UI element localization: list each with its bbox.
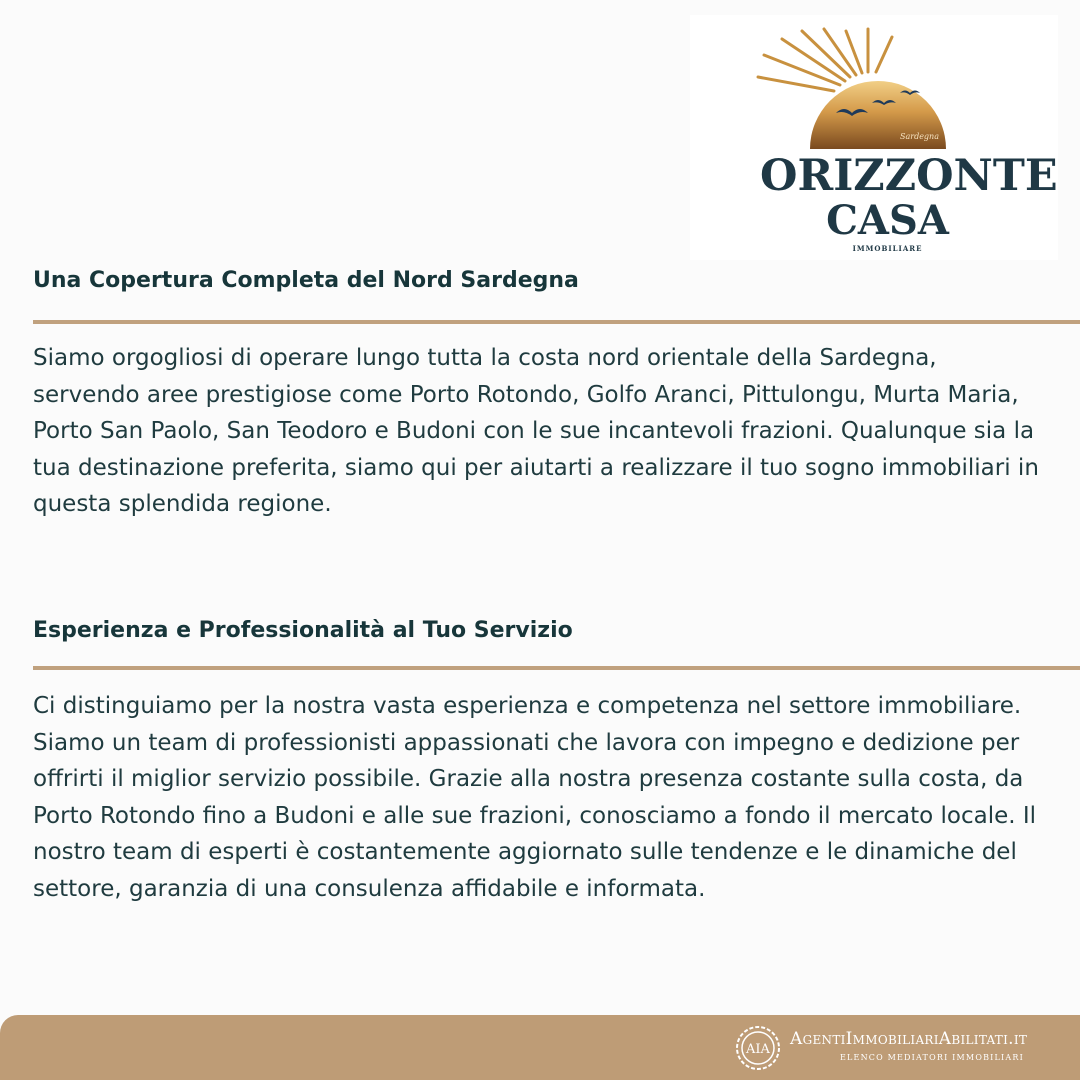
footer-bar: [0, 1015, 1080, 1080]
aia-emblem-icon: [733, 1023, 783, 1073]
logo-name-line2: CASA: [826, 197, 949, 244]
logo-script-text: Sardegna: [900, 132, 939, 141]
company-logo: [690, 15, 1058, 260]
section-heading-experience: Esperienza e Professionalità al Tuo Servizio: [33, 618, 573, 643]
section-heading-coverage: Una Copertura Completa del Nord Sardegna: [33, 268, 579, 293]
section-body-coverage: Siamo orgogliosi di operare lungo tutta la costa nord orientale della Sardegna, servendo aree prestigiose come Porto Rotondo, Golfo Aranci, Pittulongu, Murta Maria, Porto San Paolo, San Teodoro e Budoni con le sue incantevoli frazioni. Qualunque sia la tua destinazione preferita, siamo qui per aiutarti a realizzare il tuo sogno immobiliari in questa splendida regione.: [33, 345, 1039, 517]
section-divider: [33, 666, 1080, 670]
svg-text:AIA: AIA: [746, 1042, 770, 1057]
logo-name-line3: IMMOBILIARE: [852, 244, 923, 253]
section-divider: [33, 320, 1080, 324]
logo-name-line1: ORIZZONTE: [760, 151, 1058, 201]
section-body-experience: Ci distinguiamo per la nostra vasta esperienza e competenza nel settore immobiliare. Siamo un team di professionisti appassionati che lavora con impegno e dedizione per offrirti il miglior servizio possibile. Grazie alla nostra presenza costante sulla costa, da Porto Rotondo fino a Budoni e alle sue frazioni, conosciamo a fondo il mercato locale. Il nostro team di esperti è costantemente aggiornato sulle tendenze e le dinamiche del settore, garanzia di una consulenza affidabile e informata.: [33, 693, 1037, 902]
footer-brand[interactable]: AgentiImmobiliariAbilitati.it: [790, 1029, 1028, 1049]
sun-logo-icon: [750, 25, 1010, 153]
footer-tagline: ELENCO MEDIATORI IMMOBILIARI: [840, 1053, 1024, 1062]
